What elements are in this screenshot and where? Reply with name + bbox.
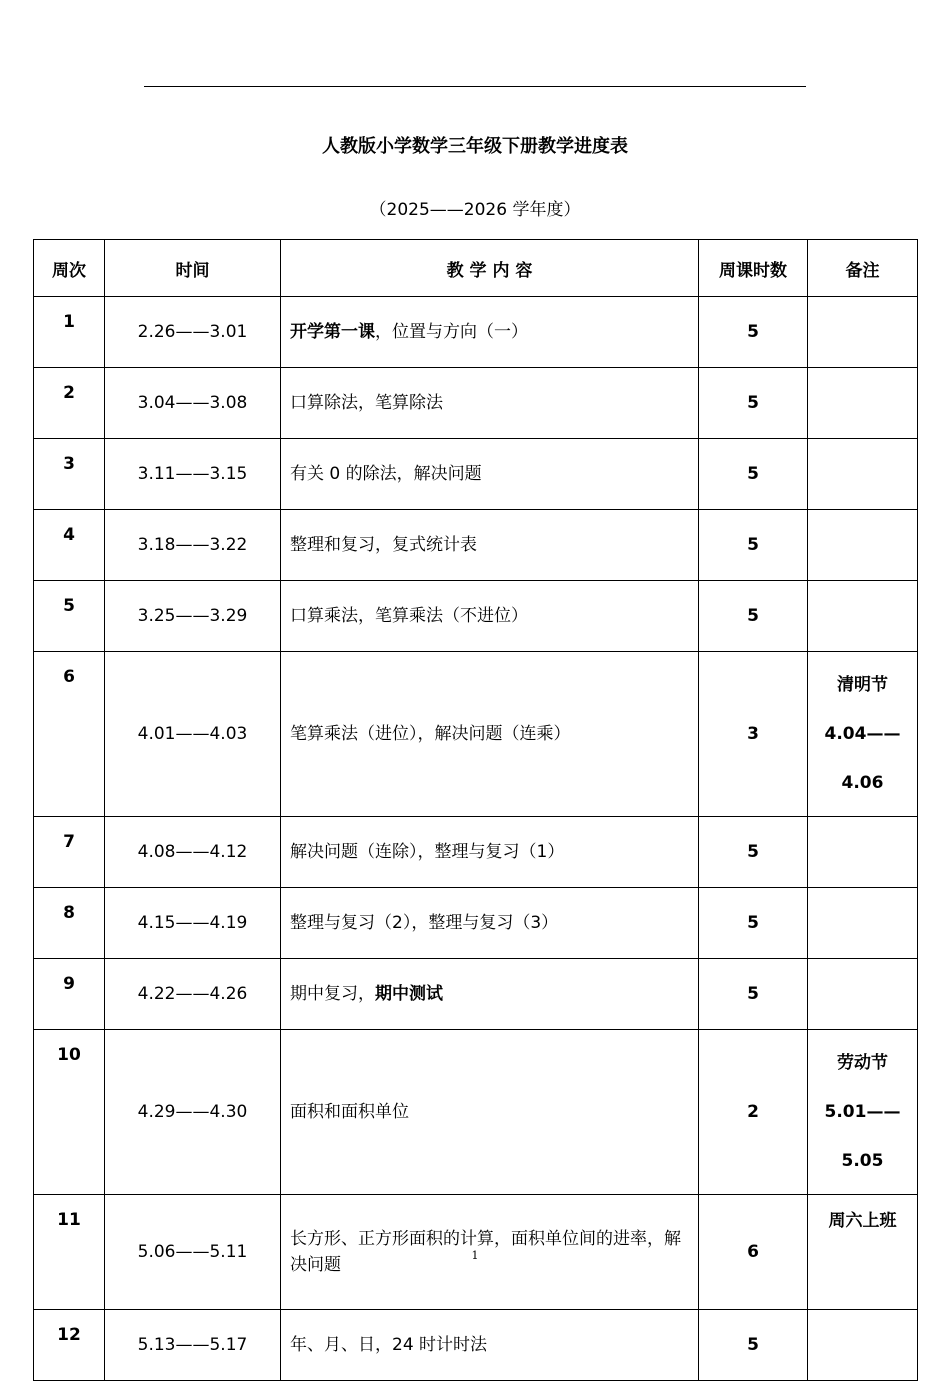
note-line: 劳动节 [837, 1052, 888, 1073]
content-cell: 年、月、日，24 时计时法 [281, 1310, 699, 1381]
content-cell: 有关 0 的除法，解决问题 [281, 439, 699, 510]
time-cell: 3.25——3.29 [105, 581, 281, 652]
content-text: ，位置与方向（一） [375, 322, 528, 342]
note-cell [808, 817, 918, 888]
hours-cell: 5 [699, 439, 808, 510]
header-week: 周次 [34, 240, 105, 297]
note-line: 5.05 [841, 1150, 884, 1171]
note-cell [808, 368, 918, 439]
content-cell: 整理和复习，复式统计表 [281, 510, 699, 581]
week-cell: 1 [34, 297, 105, 368]
content-cell [281, 297, 699, 368]
content-cell: 笔算乘法（进位），解决问题（连乘） [281, 652, 699, 817]
week-cell: 9 [34, 959, 105, 1030]
hours-cell: 6 [699, 1195, 808, 1310]
week-cell: 2 [34, 368, 105, 439]
hours-cell: 5 [699, 368, 808, 439]
hours-cell: 5 [699, 297, 808, 368]
content-bold: 期中测试 [375, 984, 443, 1004]
note-cell [808, 1310, 918, 1381]
time-cell: 4.08——4.12 [105, 817, 281, 888]
hours-cell: 5 [699, 888, 808, 959]
table-row [34, 817, 918, 888]
content-cell: 整理与复习（2），整理与复习（3） [281, 888, 699, 959]
document-subtitle: （2025——2026 学年度） [369, 200, 581, 220]
content-bold: 开学第一课 [290, 322, 375, 342]
content-text: 期中复习， [290, 984, 375, 1004]
table-row [34, 652, 918, 817]
content-cell: 解决问题（连除），整理与复习（1） [281, 817, 699, 888]
note-cell [808, 652, 918, 817]
time-cell: 4.01——4.03 [105, 652, 281, 817]
page-number: 1 [471, 1249, 479, 1262]
table-header-row [34, 240, 918, 297]
table-row [34, 959, 918, 1030]
week-cell: 8 [34, 888, 105, 959]
schedule-table [33, 239, 918, 1381]
time-cell: 4.15——4.19 [105, 888, 281, 959]
hours-cell: 5 [699, 817, 808, 888]
time-cell: 3.04——3.08 [105, 368, 281, 439]
note-cell [808, 439, 918, 510]
week-cell: 11 [34, 1195, 105, 1310]
hours-cell: 5 [699, 581, 808, 652]
time-cell: 5.06——5.11 [105, 1195, 281, 1310]
header-note: 备注 [808, 240, 918, 297]
content-cell [281, 959, 699, 1030]
week-cell: 6 [34, 652, 105, 817]
time-cell: 3.18——3.22 [105, 510, 281, 581]
note-line: 清明节 [837, 674, 888, 695]
note-cell [808, 959, 918, 1030]
week-cell: 7 [34, 817, 105, 888]
week-cell: 4 [34, 510, 105, 581]
table-row [34, 888, 918, 959]
table-row [34, 368, 918, 439]
week-cell: 10 [34, 1030, 105, 1195]
note-cell [808, 581, 918, 652]
document-title: 人教版小学数学三年级下册教学进度表 [322, 136, 628, 157]
hours-cell: 3 [699, 652, 808, 817]
time-cell: 4.22——4.26 [105, 959, 281, 1030]
week-cell: 5 [34, 581, 105, 652]
hours-cell: 5 [699, 1310, 808, 1381]
note-cell [808, 888, 918, 959]
note-cell [808, 297, 918, 368]
content-cell: 口算除法，笔算除法 [281, 368, 699, 439]
note-cell [808, 1030, 918, 1195]
table-row [34, 510, 918, 581]
table-row [34, 297, 918, 368]
hours-cell: 2 [699, 1030, 808, 1195]
header-time: 时间 [105, 240, 281, 297]
hours-cell: 5 [699, 510, 808, 581]
table-row [34, 581, 918, 652]
note-line: 4.06 [841, 772, 884, 793]
note-line: 周六上班 [828, 1211, 897, 1231]
week-cell: 3 [34, 439, 105, 510]
content-cell: 长方形、正方形面积的计算，面积单位间的进率，解决问题 [281, 1195, 699, 1310]
hours-cell: 5 [699, 959, 808, 1030]
note-cell [808, 510, 918, 581]
time-cell: 2.26——3.01 [105, 297, 281, 368]
note-line: 4.04—— [824, 723, 901, 744]
time-cell: 5.13——5.17 [105, 1310, 281, 1381]
header-content: 教 学 内 容 [281, 240, 699, 297]
top-rule [144, 86, 806, 87]
content-cell: 面积和面积单位 [281, 1030, 699, 1195]
table-row [34, 1310, 918, 1381]
header-hours: 周课时数 [699, 240, 808, 297]
time-cell: 4.29——4.30 [105, 1030, 281, 1195]
week-cell: 12 [34, 1310, 105, 1381]
table-row [34, 439, 918, 510]
content-cell: 口算乘法，笔算乘法（不进位） [281, 581, 699, 652]
table-row [34, 1030, 918, 1195]
note-line: 5.01—— [824, 1101, 901, 1122]
time-cell: 3.11——3.15 [105, 439, 281, 510]
